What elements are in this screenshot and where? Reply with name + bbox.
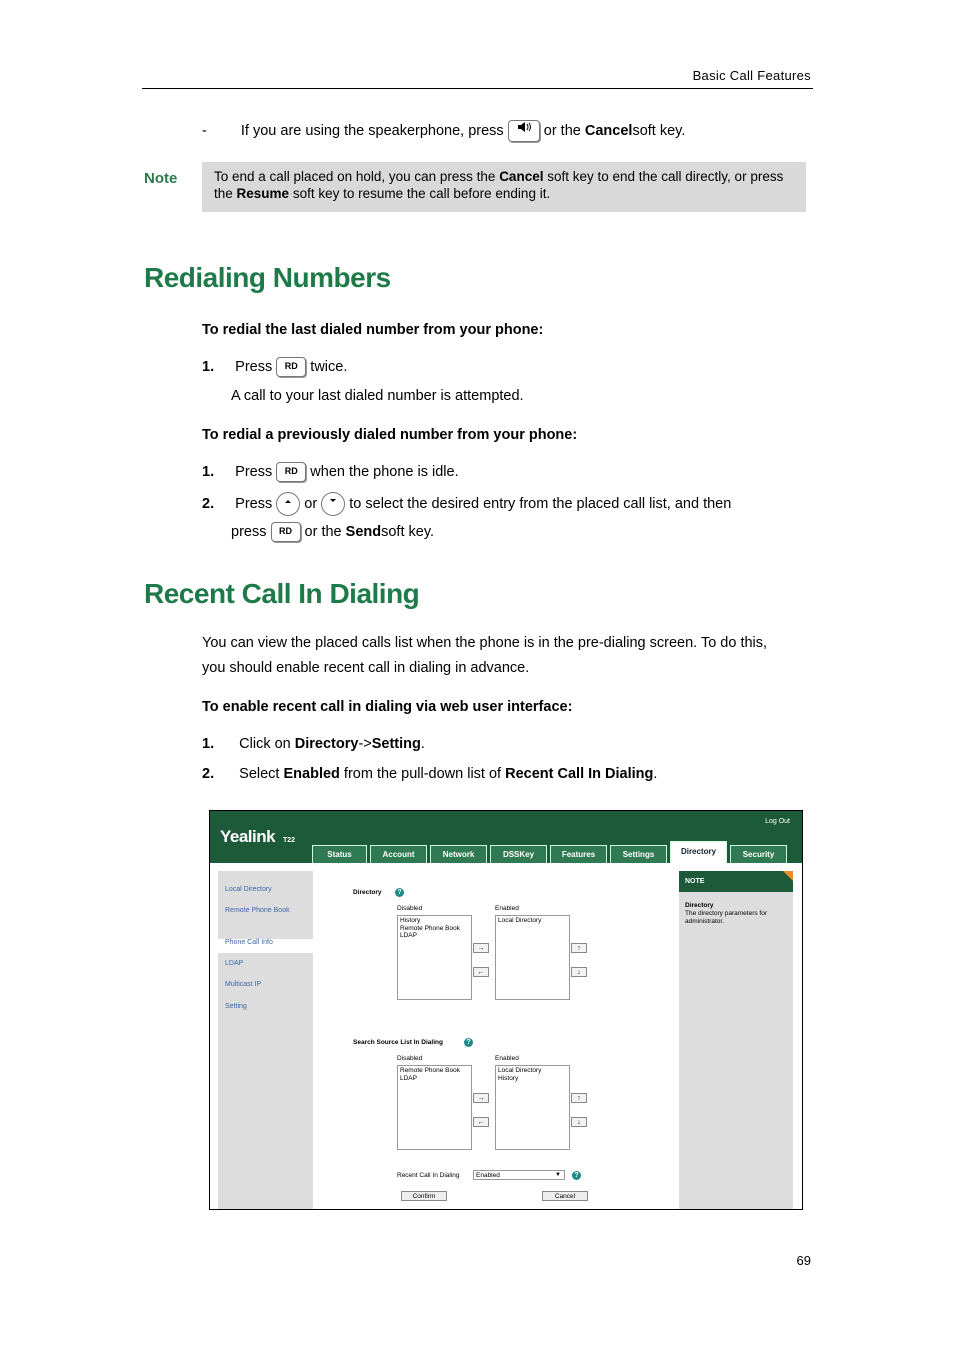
search-disabled-list[interactable] (397, 1065, 472, 1150)
step-result: A call to your last dialed number is attempted. (231, 388, 524, 404)
speaker-line-middle: or the (543, 122, 581, 139)
move-up-button[interactable]: ↑ (571, 1093, 587, 1103)
sidebar-item-phone-call-info[interactable]: Phone Call Info (225, 939, 273, 946)
tab-features[interactable]: Features (550, 845, 607, 863)
help-icon[interactable]: ? (395, 888, 404, 897)
down-arrow-icon (321, 492, 345, 516)
chevron-down-icon: ▼ (555, 1172, 561, 1178)
list-item: Local Directory (498, 1067, 542, 1074)
step-continuation: press RD or the Sendsoft key. (231, 522, 434, 542)
intro-paragraph: You can view the placed calls list when the phone is in the pre-dialing screen. To do this, you should enable recent call in dialing in advance. (202, 635, 768, 676)
procedure-title: To redial a previously dialed number from your phone: (202, 427, 578, 443)
move-down-button[interactable]: ↓ (571, 967, 587, 977)
web-topbar (210, 811, 802, 863)
step-item: 1. Press RD when the phone is idle. (202, 462, 459, 482)
speaker-line-suffix: soft key. (632, 122, 686, 139)
move-left-button[interactable]: ← (473, 967, 489, 977)
recent-call-label: Recent Call In Dialing (397, 1172, 460, 1179)
model-label: T22 (283, 837, 296, 844)
tab-settings[interactable]: Settings (610, 845, 667, 863)
web-ui-screenshot (209, 810, 803, 1210)
move-down-button[interactable]: ↓ (571, 1117, 587, 1127)
search-source-label: Search Source List In Dialing (353, 1039, 443, 1046)
tab-account[interactable]: Account (370, 845, 427, 863)
sidebar-item-setting[interactable]: Setting (225, 1003, 247, 1010)
section-heading-redialing: Redialing Numbers (144, 262, 391, 293)
directory-label: Directory (353, 889, 382, 896)
disabled-label: Disabled (397, 1055, 423, 1062)
list-item: Local Directory (498, 917, 542, 924)
note-panel-body: The directory parameters for administrator. (685, 910, 768, 925)
list-item: LDAP (400, 1074, 417, 1082)
tab-directory[interactable]: Directory (670, 841, 727, 863)
cancel-button[interactable]: Cancel (542, 1191, 588, 1201)
move-right-button[interactable]: → (473, 1093, 489, 1103)
step-item: 1. Click on Directory->Setting. (202, 736, 425, 752)
speaker-icon (508, 120, 540, 142)
step-item: 2. Select Enabled from the pull-down list of Recent Call In Dialing. (202, 766, 658, 782)
list-item: History (400, 917, 421, 924)
step-item: 1. Press RD twice. (202, 357, 347, 377)
search-enabled-list[interactable] (495, 1065, 570, 1150)
web-main (313, 871, 679, 1209)
procedure-title: To redial the last dialed number from your phone: (202, 322, 544, 338)
note-panel (679, 871, 793, 1209)
help-icon[interactable]: ? (464, 1038, 473, 1047)
note-label: Note (144, 170, 178, 187)
cancel-key-name: Cancel (584, 122, 633, 139)
list-item: Remote Phone Book (400, 924, 460, 932)
speaker-line (202, 120, 685, 142)
speaker-line-prefix: If you are using the speakerphone, press (240, 122, 504, 139)
yealink-logo: Yealink (220, 827, 276, 846)
note-panel-header: NOTE (679, 871, 793, 892)
list-item: Remote Phone Book (400, 1067, 460, 1074)
sidebar-item-local-directory[interactable]: Local Directory (225, 886, 272, 893)
disabled-label: Disabled (397, 905, 423, 912)
note-panel-title: Directory (685, 902, 714, 909)
step-item: 2. Press or to select the desired entry from the placed call list, and then (202, 492, 731, 516)
page-number: 69 (796, 1253, 811, 1268)
bullet-dash: - (202, 122, 207, 139)
sidebar-item-multicast-ip[interactable]: Multicast IP (225, 981, 262, 988)
note-corner-icon (783, 871, 793, 881)
header-rule (142, 88, 813, 89)
list-item: LDAP (400, 932, 417, 939)
logout-link[interactable]: Log Out (765, 818, 790, 825)
note-text: To end a call placed on hold, you can press the Cancel soft key to end the call directly, or press the Resume soft key to resume the call before ending it. (214, 169, 784, 201)
enabled-label: Enabled (495, 905, 519, 912)
list-item: History (498, 1074, 519, 1082)
up-arrow-icon (276, 492, 300, 516)
rd-key-icon: RD (276, 357, 306, 377)
tab-network[interactable]: Network (430, 845, 487, 863)
tab-security[interactable]: Security (730, 845, 787, 863)
tab-status[interactable]: Status (312, 845, 367, 863)
directory-enabled-list[interactable] (495, 915, 570, 1000)
confirm-button[interactable]: Confirm (401, 1191, 447, 1201)
rd-key-icon: RD (271, 522, 301, 542)
help-icon[interactable]: ? (572, 1171, 581, 1180)
sidebar-item-ldap[interactable]: LDAP (225, 960, 244, 967)
enabled-label: Enabled (495, 1055, 519, 1062)
section-heading-recent-call: Recent Call In Dialing (144, 578, 420, 609)
sidebar-item-remote-phone-book[interactable]: Remote Phone Book (225, 907, 290, 914)
procedure-title: To enable recent call in dialing via web user interface: (202, 699, 573, 715)
tab-dsskey[interactable]: DSSKey (490, 845, 547, 863)
note-box (202, 162, 806, 212)
move-right-button[interactable]: → (473, 943, 489, 953)
directory-disabled-list[interactable] (397, 915, 472, 1000)
running-header: Basic Call Features (692, 68, 811, 83)
move-up-button[interactable]: ↑ (571, 943, 587, 953)
web-sidebar (218, 871, 313, 1209)
recent-call-select[interactable]: Enabled ▼ (473, 1170, 565, 1180)
rd-key-icon: RD (276, 462, 306, 482)
move-left-button[interactable]: ← (473, 1117, 489, 1127)
